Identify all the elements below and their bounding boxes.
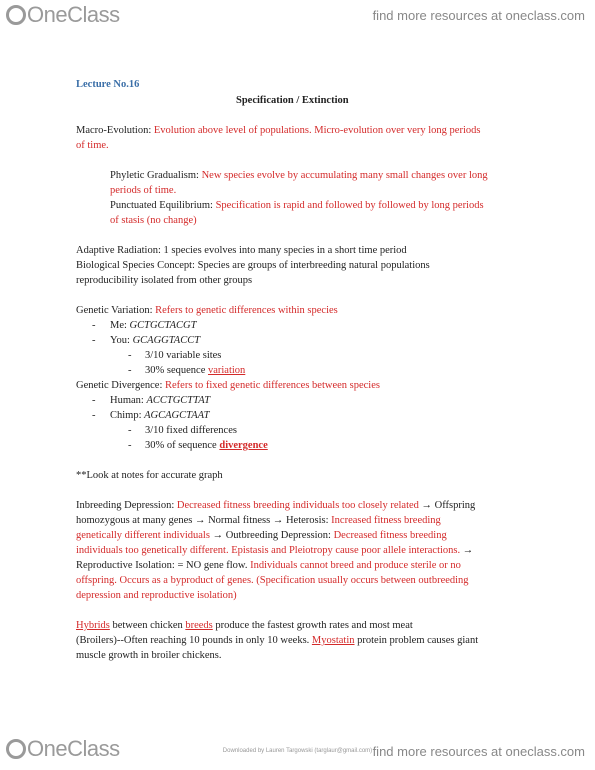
bullet-dash: - (128, 440, 132, 451)
term: Genetic Variation: (76, 305, 156, 316)
text: 30% of sequence (145, 440, 220, 451)
definition: Refers to fixed genetic differences between species (165, 380, 380, 391)
sequence: GCTGCTACGT (129, 320, 197, 331)
bio-species-line2: reproducibility isolated from other groups (76, 275, 253, 286)
label: Me: (110, 320, 130, 331)
inbreeding-line2 (76, 514, 441, 527)
bullet-dash: - (92, 410, 96, 421)
inbreeding-line1 (76, 499, 475, 512)
bullet-dash: - (92, 335, 96, 346)
label: Human: (110, 395, 147, 406)
genetic-variation (76, 304, 338, 317)
bullet-dash: - (92, 320, 96, 331)
phyletic-line2: periods of time. (110, 185, 177, 196)
me-sequence (110, 319, 196, 332)
sequence: GCAGGTACCT (132, 335, 201, 346)
text: → (460, 545, 474, 556)
logo-text: OneClass (27, 2, 120, 27)
text: homozygous at many genes → Normal fitness → Heterosis: (76, 515, 332, 526)
logo-circle-icon (6, 5, 26, 25)
text: protein problem causes giant (354, 635, 479, 646)
label: You: (110, 335, 133, 346)
highlight-word: breeds (185, 620, 213, 631)
you-sequence (110, 334, 200, 347)
sequence: ACCTGCTTAT (146, 395, 211, 406)
adaptive-radiation: Adaptive Radiation: 1 species evolves into many species in a short time period (76, 245, 407, 256)
text: (Broilers)--Often reaching 10 pounds in only 10 weeks. (76, 635, 312, 646)
definition: Decreased fitness breeding individuals too closely related (176, 500, 419, 511)
hybrids-line1 (76, 619, 413, 632)
text: → Offspring (418, 500, 476, 511)
hybrids-line2 (76, 634, 478, 647)
highlight-word: variation (207, 365, 246, 376)
page-title: Specification / Extinction (236, 95, 349, 106)
text: produce the fastest growth rates and most meat (212, 620, 413, 631)
text: 30% sequence (145, 365, 208, 376)
definition: Evolution above level of populations. Micro-evolution over very long periods (153, 125, 481, 136)
sequence-divergence (145, 439, 268, 452)
definition: Decreased fitness breeding (333, 530, 447, 541)
definition: Individuals cannot breed and produce sterile or no (250, 560, 461, 571)
bullet-dash: - (128, 425, 132, 436)
text: Inbreeding Depression: (76, 500, 177, 511)
term: Macro-Evolution: (76, 125, 154, 136)
text: → Outbreeding Depression: (209, 530, 334, 541)
sequence-variation (145, 364, 245, 377)
inbreeding-line7: depression and reproductive isolation) (76, 590, 237, 601)
label: Chimp: (110, 410, 145, 421)
variable-sites: 3/10 variable sites (145, 350, 222, 361)
bullet-dash: - (92, 395, 96, 406)
bullet-dash: - (128, 350, 132, 361)
bio-species-line1: Biological Species Concept: Species are groups of interbreeding natural populations (76, 260, 430, 271)
punctuated-line2: of stasis (no change) (110, 215, 197, 226)
graph-note: **Look at notes for accurate graph (76, 470, 223, 481)
downloaded-by: Downloaded by Lauren Targowski (targlaur@gmail.com) (222, 748, 373, 754)
highlight-word: Myostatin (311, 635, 355, 646)
term: Punctuated Equilibrium: (110, 200, 216, 211)
inbreeding-line6: offspring. Occurs as a byproduct of genes. (Specification usually occurs between outbreeding (76, 575, 469, 586)
highlight-word: Hybrids (76, 620, 110, 631)
highlight-word: divergence (219, 440, 268, 451)
fixed-differences: 3/10 fixed differences (145, 425, 237, 436)
find-more-link[interactable]: find more resources at oneclass.com (372, 8, 585, 23)
text: Reproductive Isolation: = NO gene flow. (76, 560, 251, 571)
term: Genetic Divergence: (76, 380, 166, 391)
lecture-number: Lecture No.16 (76, 79, 140, 90)
bullet-dash: - (128, 365, 132, 376)
sequence: AGCAGCTAAT (144, 410, 210, 421)
find-more-link-footer[interactable]: find more resources at oneclass.com (372, 744, 585, 759)
punctuated-line1 (110, 199, 484, 212)
logo-text: OneClass (27, 736, 120, 761)
genetic-divergence (76, 379, 380, 392)
phyletic-line1 (110, 169, 488, 182)
macro-evolution-line2: of time. (76, 140, 109, 151)
inbreeding-line3 (76, 529, 447, 542)
hybrids-line3: muscle growth in broiler chickens. (76, 650, 222, 661)
inbreeding-line5 (76, 559, 461, 572)
oneclass-logo[interactable] (6, 2, 120, 28)
definition: Refers to genetic differences within species (155, 305, 338, 316)
definition: genetically different individuals (76, 530, 210, 541)
macro-evolution-line1 (76, 124, 480, 137)
definition: Specification is rapid and followed by followed by long periods (215, 200, 484, 211)
human-sequence (110, 394, 210, 407)
term: Phyletic Gradualism: (110, 170, 202, 181)
definition: New species evolve by accumulating many small changes over long (201, 170, 488, 181)
chimp-sequence (110, 409, 209, 422)
inbreeding-line4 (76, 544, 473, 557)
text: between chicken (109, 620, 186, 631)
definition: individuals too genetically different. Epistasis and Pleiotropy cause poor allele interactions. (76, 545, 461, 556)
definition: Increased fitness breeding (331, 515, 441, 526)
